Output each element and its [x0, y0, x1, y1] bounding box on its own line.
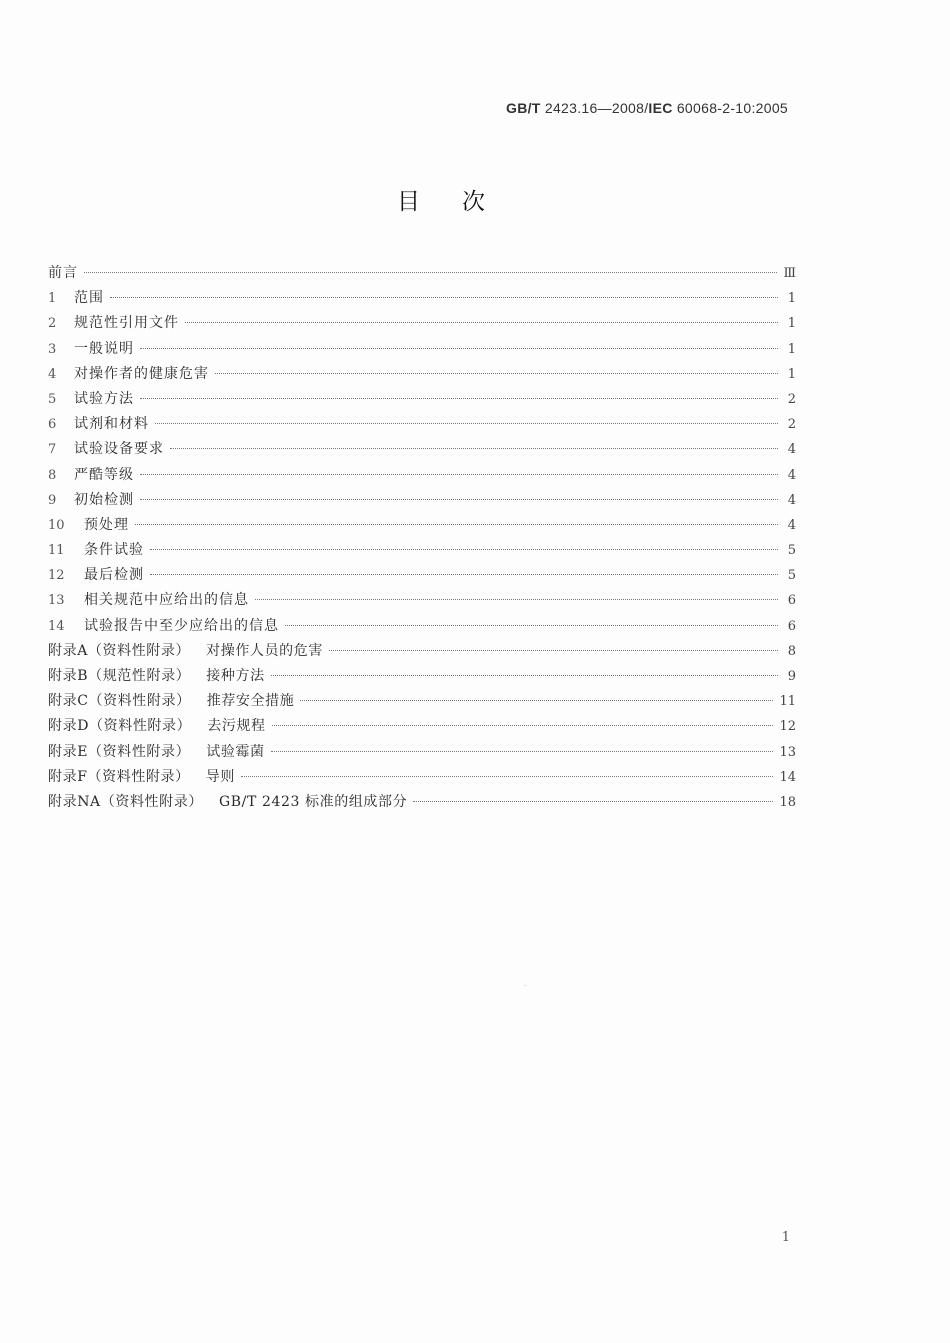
toc-entry-label: 试验霉菌 — [206, 743, 265, 760]
toc-entry-label: 条件试验 — [84, 542, 144, 559]
toc-entry-page: 1 — [787, 341, 796, 357]
toc-annex-tag: 附录B（规范性附录） — [48, 668, 191, 684]
table-of-contents — [48, 262, 796, 816]
toc-entry-label: 严酷等级 — [74, 466, 134, 483]
toc-entry-page: 4 — [787, 492, 796, 508]
toc-annex-label — [48, 715, 266, 735]
toc-annex-tag: 附录E（资料性附录） — [48, 743, 191, 760]
toc-leader-dots — [185, 322, 778, 323]
toc-entry-page: 1 — [787, 316, 796, 332]
toc-entry-number: 6 — [48, 417, 57, 433]
toc-entry-12[interactable] — [48, 564, 796, 589]
toc-entry-page: 14 — [779, 769, 796, 785]
toc-entry-13[interactable] — [48, 589, 796, 614]
toc-leader-dots — [140, 474, 778, 475]
toc-entry-annex-a[interactable] — [48, 640, 796, 665]
toc-entry-number: 10 — [48, 517, 65, 533]
toc-entry-label: 对操作人员的危害 — [206, 642, 323, 659]
toc-entry-number: 3 — [48, 341, 57, 357]
toc-leader-dots — [300, 700, 773, 701]
toc-leader-dots — [140, 348, 778, 349]
toc-leader-dots — [272, 725, 774, 726]
toc-entry-9[interactable] — [48, 489, 796, 514]
toc-entry-number: 12 — [48, 568, 65, 584]
toc-entry-number: 7 — [48, 442, 57, 458]
toc-annex-label — [48, 665, 265, 685]
toc-entry-3[interactable] — [48, 338, 796, 363]
toc-entry-number: 13 — [48, 593, 65, 609]
toc-entry-page: 4 — [787, 442, 796, 458]
toc-entry-annex-b[interactable] — [48, 665, 796, 690]
toc-leader-dots — [255, 599, 778, 600]
toc-entry-page: 9 — [787, 669, 796, 684]
toc-entry-label: 相关规范中应给出的信息 — [84, 592, 249, 609]
page-number: 1 — [781, 1230, 790, 1245]
toc-entry-page: 2 — [787, 417, 796, 433]
toc-entry-annex-f[interactable] — [48, 766, 796, 791]
toc-entry-foreword[interactable] — [48, 262, 796, 287]
toc-entry-number: 1 — [48, 291, 57, 307]
toc-leader-dots — [155, 423, 778, 424]
toc-leader-dots — [241, 776, 774, 777]
toc-entry-4[interactable] — [48, 363, 796, 388]
toc-entry-number: 8 — [48, 467, 57, 483]
toc-entry-11[interactable] — [48, 539, 796, 564]
toc-leader-dots — [140, 499, 778, 500]
toc-entry-label: 试验报告中至少应给出的信息 — [84, 617, 279, 634]
toc-entry-1[interactable] — [48, 287, 796, 312]
toc-entry-page: Ⅲ — [783, 266, 796, 281]
toc-entry-5[interactable] — [48, 388, 796, 413]
toc-entry-annex-e[interactable] — [48, 741, 796, 766]
toc-leader-dots — [271, 675, 778, 676]
toc-entry-page: 12 — [779, 719, 796, 735]
toc-entry-number: 9 — [48, 492, 57, 508]
toc-entry-label: 对操作者的健康危害 — [74, 365, 209, 382]
toc-entry-7[interactable] — [48, 438, 796, 463]
toc-entry-page: 4 — [787, 467, 796, 483]
toc-annex-tag: 附录D（资料性附录） — [48, 718, 192, 735]
toc-leader-dots — [150, 549, 778, 550]
toc-leader-dots — [170, 448, 778, 449]
toc-entry-8[interactable] — [48, 464, 796, 489]
toc-leader-dots — [150, 574, 778, 575]
toc-entry-label: 初始检测 — [74, 491, 134, 508]
toc-entry-page: 5 — [787, 568, 796, 584]
toc-entry-annex-na[interactable] — [48, 791, 796, 816]
toc-entry-label: 最后检测 — [84, 567, 144, 584]
toc-entry-label: GB/T 2423 标准的组成部分 — [218, 793, 408, 810]
toc-entry-page: 13 — [779, 744, 796, 760]
toc-entry-10[interactable] — [48, 514, 796, 539]
toc-entry-label: 试剂和材料 — [74, 416, 149, 433]
toc-entry-label: 范围 — [74, 290, 104, 307]
standard-code-tail: 60068-2-10:2005 — [672, 100, 788, 116]
toc-entry-label: 试验设备要求 — [74, 441, 164, 458]
toc-annex-label — [48, 766, 235, 786]
toc-annex-label — [48, 640, 323, 660]
toc-entry-page: 1 — [787, 366, 796, 382]
toc-entry-page: 6 — [787, 618, 796, 634]
toc-leader-dots — [84, 272, 777, 273]
toc-entry-label: 一般说明 — [74, 340, 134, 357]
toc-leader-dots — [215, 373, 778, 374]
toc-entry-page: 18 — [779, 794, 796, 810]
toc-entry-page: 4 — [787, 517, 796, 533]
toc-entry-page: 2 — [787, 391, 796, 407]
toc-entry-page: 8 — [787, 643, 796, 659]
standard-code-prefix: GB/T — [506, 100, 541, 116]
toc-entry-page: 1 — [787, 291, 796, 307]
standard-code-number: 2423.16—2008/ — [540, 100, 649, 116]
toc-entry-page: 6 — [787, 593, 796, 609]
toc-leader-dots — [110, 297, 778, 298]
toc-annex-label — [48, 690, 294, 710]
toc-annex-label — [48, 791, 407, 811]
toc-entry-number: 11 — [48, 543, 65, 559]
toc-entry-label: 接种方法 — [206, 668, 265, 684]
scan-artifact — [524, 985, 527, 986]
toc-entry-annex-d[interactable] — [48, 715, 796, 740]
toc-annex-tag: 附录A（资料性附录） — [48, 642, 191, 659]
toc-leader-dots — [413, 801, 773, 802]
toc-entry-number: 2 — [48, 316, 57, 332]
toc-entry-label: 试验方法 — [74, 390, 134, 407]
toc-entry-label: 前言 — [48, 265, 78, 281]
toc-leader-dots — [140, 398, 778, 399]
toc-entry-annex-c[interactable] — [48, 690, 796, 715]
toc-entry-label: 导则 — [205, 768, 235, 785]
standard-code-iec: IEC — [648, 100, 673, 116]
toc-entry-2[interactable] — [48, 312, 796, 337]
toc-leader-dots — [271, 751, 774, 752]
toc-entry-page: 5 — [787, 543, 796, 559]
toc-leader-dots — [285, 625, 778, 626]
toc-entry-page: 11 — [779, 694, 796, 710]
toc-entry-number: 14 — [48, 618, 65, 634]
toc-entry-label: 推荐安全措施 — [206, 693, 295, 710]
toc-leader-dots — [135, 524, 778, 525]
toc-entry-label: 去污规程 — [207, 718, 266, 735]
toc-annex-tag: 附录C（资料性附录） — [48, 693, 191, 710]
toc-annex-tag: 附录F（资料性附录） — [48, 768, 190, 785]
toc-entry-number: 5 — [48, 391, 57, 407]
toc-entry-label: 预处理 — [84, 516, 129, 533]
toc-leader-dots — [329, 650, 778, 651]
toc-annex-label — [48, 741, 265, 761]
toc-entry-label: 规范性引用文件 — [74, 315, 179, 332]
toc-entry-6[interactable] — [48, 413, 796, 438]
toc-entry-14[interactable] — [48, 615, 796, 640]
toc-entry-number: 4 — [48, 366, 57, 382]
standard-code-header — [506, 100, 788, 116]
toc-title: 目次 — [397, 189, 527, 215]
toc-annex-tag: 附录NA（资料性附录） — [48, 793, 203, 810]
